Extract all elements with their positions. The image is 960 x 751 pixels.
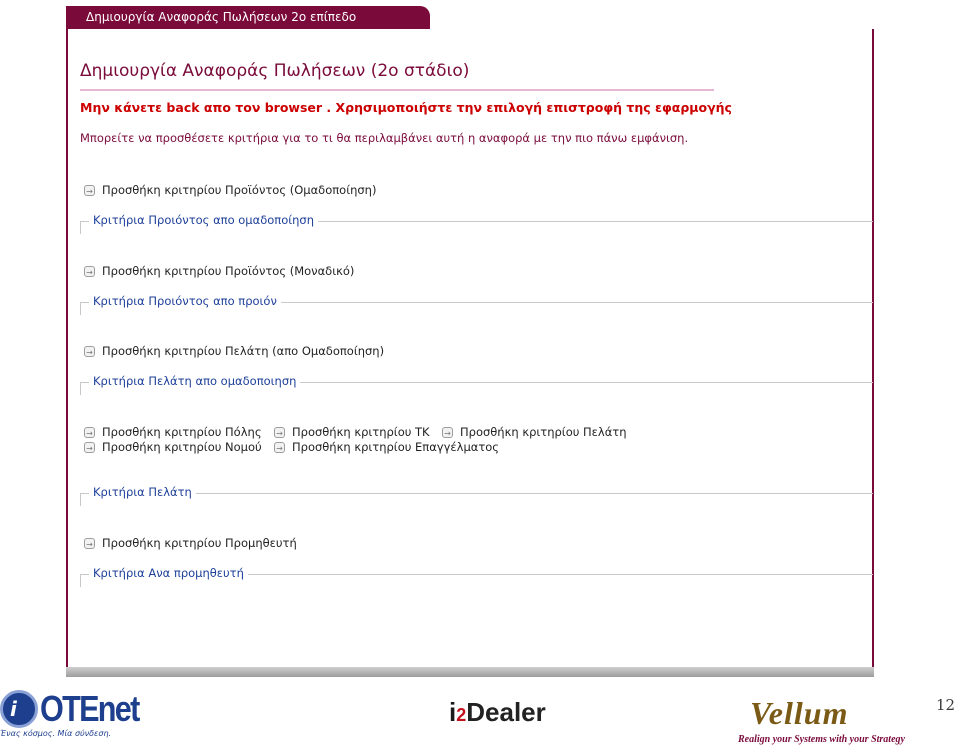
add-supplier-criterion-link[interactable]: → Προσθήκη κριτηρίου Προμηθευτή	[84, 536, 297, 550]
supplier-criteria-legend: Κριτήρια Ανα προμηθευτή	[89, 566, 248, 580]
i2dealer-logo: i2Dealer	[449, 697, 546, 727]
add-product-single-criterion-link[interactable]: → Προσθήκη κριτηρίου Προϊόντος (Μοναδικό)	[84, 264, 354, 278]
arrow-right-box-icon: →	[84, 427, 95, 438]
arrow-right-box-icon: →	[84, 538, 95, 549]
customer-group-criteria-fieldset	[80, 374, 873, 395]
product-single-criteria-fieldset	[80, 294, 873, 315]
arrow-right-box-icon: →	[84, 266, 95, 277]
add-prefecture-criterion-link[interactable]: → Προσθήκη κριτηρίου Νομού	[84, 440, 262, 454]
add-postcode-criterion-link[interactable]: → Προσθήκη κριτηρίου ΤΚ	[274, 425, 430, 439]
otenet-logo: OTEnet	[40, 688, 139, 729]
page-title: Δημιουργία Αναφοράς Πωλήσεων (2ο στάδιο)	[80, 61, 470, 81]
add-customer-criterion-link[interactable]: → Προσθήκη κριτηρίου Πελάτη	[442, 425, 627, 439]
product-single-criteria-legend: Κριτήρια Προιόντος απο προιόν	[89, 294, 281, 308]
arrow-right-box-icon: →	[442, 427, 453, 438]
product-group-criteria-legend: Κριτήρια Προιόντος απο ομαδοποίηση	[89, 213, 318, 227]
page-number: 12	[936, 696, 956, 714]
arrow-right-box-icon: →	[84, 185, 95, 196]
customer-group-criteria-legend: Κριτήρια Πελάτη απο ομαδοποιηση	[89, 374, 300, 388]
customer-criteria-legend: Κριτήρια Πελάτη	[89, 485, 196, 499]
window-tab-title: Δημιουργία Αναφοράς Πωλήσεων 2ο επίπεδο	[66, 6, 430, 29]
arrow-right-box-icon: →	[274, 427, 285, 438]
arrow-right-box-icon: →	[84, 346, 95, 357]
add-customer-group-criterion-link[interactable]: → Προσθήκη κριτηρίου Πελάτη (απο Ομαδοποίηση)	[84, 344, 384, 358]
otenet-slogan: Ένας κόσμος. Μία σύνδεση.	[0, 729, 112, 738]
otenet-logo-mark: i	[0, 690, 38, 728]
warning-text: Μην κάνετε back απο τον browser . Χρησιμοποιήστε την επιλογή επιστροφή της εφαρμογής	[80, 100, 732, 115]
add-product-group-criterion-link[interactable]: → Προσθήκη κριτηρίου Προϊόντος (Ομαδοποίηση)	[84, 183, 376, 197]
add-city-criterion-link[interactable]: → Προσθήκη κριτηρίου Πόλης	[84, 425, 262, 439]
title-divider	[80, 89, 714, 91]
product-group-criteria-fieldset	[80, 213, 873, 234]
intro-text: Μπορείτε να προσθέσετε κριτήρια για το τι θα περιλαμβάνει αυτή η αναφορά με την πιο πάνω εμφάνιση.	[80, 131, 689, 145]
add-profession-criterion-link[interactable]: → Προσθήκη κριτηρίου Επαγγέλματος	[274, 440, 499, 454]
arrow-right-box-icon: →	[84, 442, 95, 453]
arrow-right-box-icon: →	[274, 442, 285, 453]
supplier-criteria-fieldset	[80, 566, 873, 587]
vellum-logo: Vellum	[750, 695, 849, 731]
horizontal-scrollbar[interactable]	[66, 667, 874, 677]
vellum-slogan: Realign your Systems with your Strategy	[738, 734, 905, 745]
customer-criteria-fieldset	[80, 485, 873, 506]
